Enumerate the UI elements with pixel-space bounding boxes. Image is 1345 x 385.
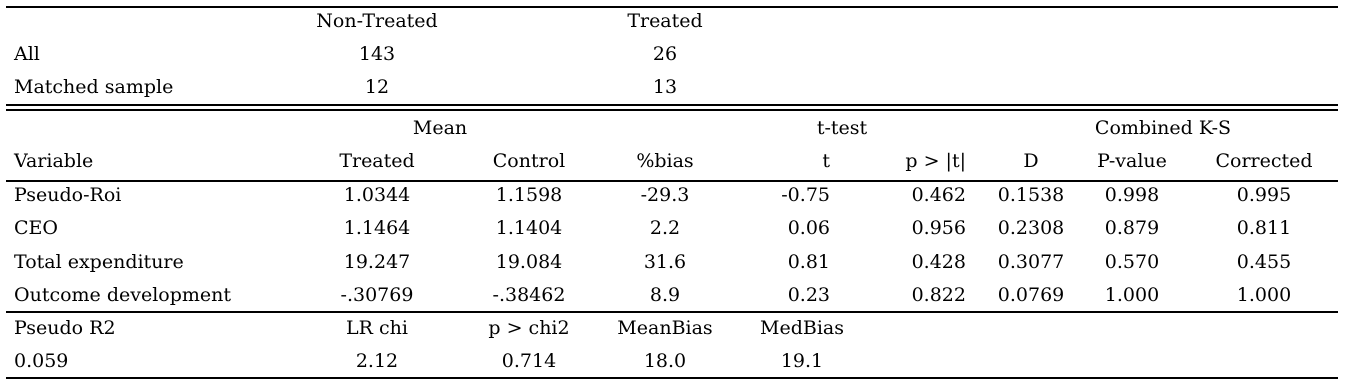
cell-bias: 8.9 (649, 284, 681, 306)
cell-pvalue: 0.879 (1104, 217, 1160, 239)
sample-table-bottom-rule-1 (6, 104, 1338, 106)
column-header-d: D (1023, 150, 1039, 172)
column-header-pvalue: P-value (1097, 150, 1167, 172)
summary-header-medbias: MedBias (760, 317, 844, 339)
summary-header-p-chi2: p > chi2 (488, 317, 570, 339)
cell-t: 0.06 (787, 217, 830, 239)
top-rule (6, 6, 1338, 8)
cell-p: 0.956 (911, 217, 966, 239)
summary-value-p-chi2: 0.714 (501, 350, 557, 372)
cell-d: 0.0769 (997, 284, 1065, 306)
column-header-variable: Variable (14, 150, 94, 172)
cell-value: 12 (364, 76, 390, 98)
column-header-p: p > |t| (905, 150, 966, 172)
cell-p: 0.428 (911, 251, 966, 273)
cell-d: 0.3077 (997, 251, 1065, 273)
header-non-treated: Non-Treated (316, 10, 438, 32)
cell-p: 0.822 (911, 284, 966, 306)
column-header-control: Control (492, 150, 566, 172)
cell-value: 13 (652, 76, 678, 98)
column-header-treated: Treated (339, 150, 415, 172)
cell-corrected: 1.000 (1236, 284, 1292, 306)
cell-bias: -29.3 (640, 184, 690, 206)
cell-corrected: 0.995 (1236, 184, 1292, 206)
cell-pvalue: 0.998 (1104, 184, 1160, 206)
cell-treated: 19.247 (343, 251, 411, 273)
cell-pvalue: 0.570 (1104, 251, 1160, 273)
balance-bottom-rule (6, 311, 1338, 313)
summary-header-pseudo-r2: Pseudo R2 (14, 317, 116, 339)
cell-treated: 1.0344 (343, 184, 411, 206)
cell-d: 0.2308 (997, 217, 1065, 239)
column-header-corrected: Corrected (1215, 150, 1313, 172)
header-treated: Treated (627, 10, 703, 32)
cell-value: 143 (358, 43, 396, 65)
column-header-bias: %bias (636, 150, 694, 172)
cell-d: 0.1538 (997, 184, 1065, 206)
summary-value-medbias: 19.1 (780, 350, 824, 372)
cell-value: 26 (652, 43, 678, 65)
row-label: Matched sample (14, 76, 174, 98)
cell-control: -.38462 (492, 284, 566, 306)
cell-control: 1.1404 (495, 217, 563, 239)
column-header-t: t (822, 150, 830, 172)
cell-t: 0.23 (787, 284, 830, 306)
variable-name: CEO (14, 217, 58, 239)
variable-name: Outcome development (14, 284, 232, 306)
group-header-ttest: t-test (816, 117, 868, 139)
cell-treated: -.30769 (340, 284, 414, 306)
cell-pvalue: 1.000 (1104, 284, 1160, 306)
cell-control: 19.084 (495, 251, 563, 273)
cell-corrected: 0.811 (1236, 217, 1292, 239)
group-header-mean: Mean (412, 117, 468, 139)
cell-bias: 2.2 (649, 217, 681, 239)
summary-value-pseudo-r2: 0.059 (14, 350, 69, 372)
variable-name: Total expenditure (14, 251, 184, 273)
cell-t: -0.75 (781, 184, 830, 206)
group-header-ks: Combined K-S (1094, 117, 1232, 139)
bottom-rule (6, 377, 1338, 379)
cell-bias: 31.6 (643, 251, 687, 273)
cell-t: 0.81 (787, 251, 830, 273)
cell-control: 1.1598 (495, 184, 563, 206)
balance-header-rule (6, 180, 1338, 182)
cell-corrected: 0.455 (1236, 251, 1292, 273)
summary-header-lr-chi: LR chi (346, 317, 408, 339)
cell-p: 0.462 (911, 184, 966, 206)
summary-value-lr-chi: 2.12 (355, 350, 399, 372)
variable-name: Pseudo-Roi (14, 184, 122, 206)
summary-header-meanbias: MeanBias (617, 317, 713, 339)
summary-value-meanbias: 18.0 (643, 350, 687, 372)
row-label: All (14, 43, 40, 65)
sample-table-bottom-rule-2 (6, 109, 1338, 111)
cell-treated: 1.1464 (343, 217, 411, 239)
